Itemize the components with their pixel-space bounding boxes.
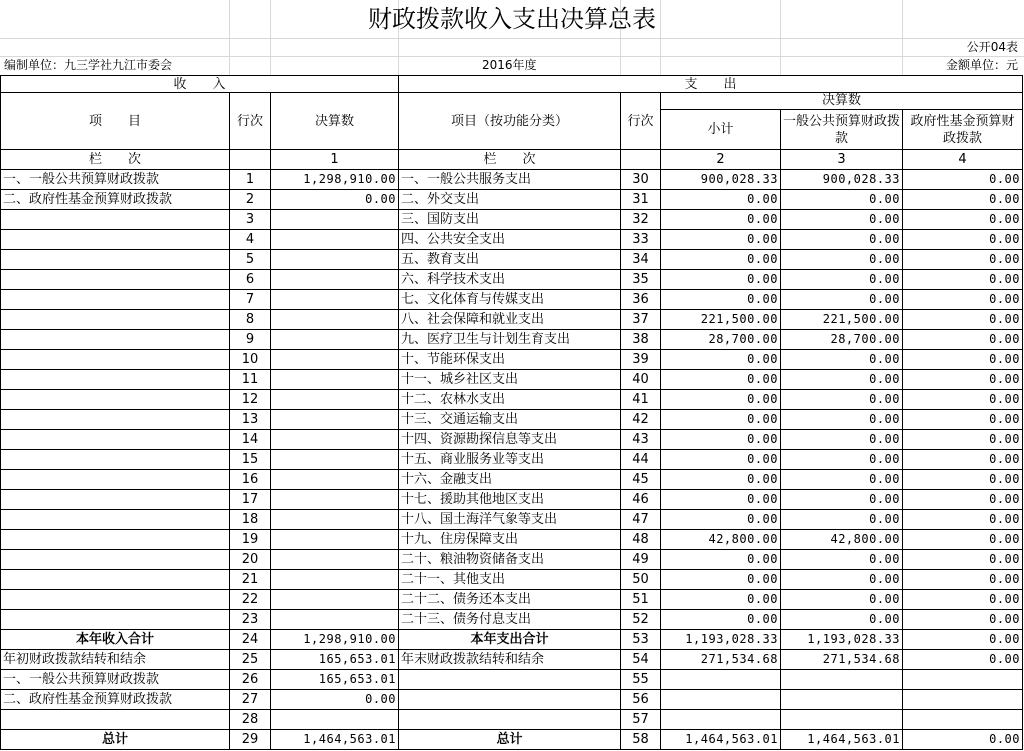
subtotal-header: 小计 <box>661 110 781 150</box>
income-amount <box>271 550 399 570</box>
expense-item: 十六、金融支出 <box>399 470 621 490</box>
income-row-no: 28 <box>230 710 271 730</box>
expense-item: 本年支出合计 <box>399 630 621 650</box>
income-amount-header: 决算数 <box>271 93 399 150</box>
income-amount: 165,653.01 <box>271 670 399 690</box>
form-number: 公开04表 <box>966 40 1018 54</box>
income-row-no: 10 <box>230 350 271 370</box>
expense-fund-budget: 0.00 <box>903 430 1023 450</box>
income-amount <box>271 610 399 630</box>
expense-subtotal: 0.00 <box>661 590 781 610</box>
expense-row-no: 57 <box>621 710 661 730</box>
income-item <box>1 530 230 550</box>
income-row-no: 13 <box>230 410 271 430</box>
expense-general-budget <box>781 710 903 730</box>
income-item <box>1 490 230 510</box>
income-row-no: 29 <box>230 730 271 750</box>
expense-fund-budget: 0.00 <box>903 530 1023 550</box>
column-index-2: 2 <box>661 150 781 170</box>
expense-item: 十五、商业服务业等支出 <box>399 450 621 470</box>
expense-section-header: 支 出 <box>399 76 1023 93</box>
expense-general-budget: 0.00 <box>781 570 903 590</box>
expense-general-budget: 221,500.00 <box>781 310 903 330</box>
expense-general-budget: 0.00 <box>781 430 903 450</box>
expense-subtotal: 271,534.68 <box>661 650 781 670</box>
expense-item: 十二、农林水支出 <box>399 390 621 410</box>
expense-fund-budget: 0.00 <box>903 250 1023 270</box>
table-row <box>1 730 1023 750</box>
fund-budget-header: 政府性基金预算财政拨款 <box>903 110 1023 150</box>
income-amount <box>271 490 399 510</box>
expense-subtotal: 0.00 <box>661 490 781 510</box>
income-amount <box>271 410 399 430</box>
income-row-no: 21 <box>230 570 271 590</box>
expense-general-budget <box>781 690 903 710</box>
expense-item: 十一、城乡社区支出 <box>399 370 621 390</box>
income-amount: 1,298,910.00 <box>271 170 399 190</box>
table-row <box>1 570 1023 590</box>
table-row <box>1 170 1023 190</box>
income-amount: 0.00 <box>271 190 399 210</box>
income-row-no: 12 <box>230 390 271 410</box>
income-amount: 1,464,563.01 <box>271 730 399 750</box>
income-row-no: 5 <box>230 250 271 270</box>
income-item <box>1 550 230 570</box>
expense-fund-budget: 0.00 <box>903 310 1023 330</box>
income-row-no: 1 <box>230 170 271 190</box>
expense-subtotal: 0.00 <box>661 370 781 390</box>
income-amount <box>271 450 399 470</box>
income-row-no: 6 <box>230 270 271 290</box>
income-row-no: 17 <box>230 490 271 510</box>
income-amount <box>271 590 399 610</box>
income-row-no: 2 <box>230 190 271 210</box>
income-item <box>1 330 230 350</box>
expense-general-budget: 28,700.00 <box>781 330 903 350</box>
expense-fund-budget: 0.00 <box>903 450 1023 470</box>
expense-fund-budget <box>903 690 1023 710</box>
income-row-no: 9 <box>230 330 271 350</box>
income-row-no: 20 <box>230 550 271 570</box>
reporting-unit: 编制单位：九三学社九江市委会 <box>4 58 173 72</box>
income-amount <box>271 530 399 550</box>
income-amount <box>271 370 399 390</box>
income-row-no: 4 <box>230 230 271 250</box>
income-row-no: 18 <box>230 510 271 530</box>
expense-item: 一、一般公共服务支出 <box>399 170 621 190</box>
expense-subtotal <box>661 690 781 710</box>
column-index-label: 栏 次 <box>399 150 621 170</box>
expense-item: 三、国防支出 <box>399 210 621 230</box>
income-amount <box>271 330 399 350</box>
expense-fund-budget: 0.00 <box>903 390 1023 410</box>
expense-fund-budget: 0.00 <box>903 510 1023 530</box>
expense-fund-budget: 0.00 <box>903 210 1023 230</box>
table-row <box>1 190 1023 210</box>
income-item <box>1 250 230 270</box>
expense-subtotal: 0.00 <box>661 510 781 530</box>
expense-row-no: 53 <box>621 630 661 650</box>
expense-subtotal: 0.00 <box>661 470 781 490</box>
table-row <box>1 350 1023 370</box>
expense-row-no: 44 <box>621 450 661 470</box>
expense-item-header: 项目（按功能分类） <box>399 93 621 150</box>
expense-item: 二十一、其他支出 <box>399 570 621 590</box>
expense-fund-budget: 0.00 <box>903 370 1023 390</box>
expense-general-budget: 0.00 <box>781 350 903 370</box>
expense-general-budget: 0.00 <box>781 190 903 210</box>
expense-subtotal: 0.00 <box>661 350 781 370</box>
expense-subtotal: 42,800.00 <box>661 530 781 550</box>
expense-row-no: 49 <box>621 550 661 570</box>
expense-subtotal: 0.00 <box>661 270 781 290</box>
expense-subtotal <box>661 710 781 730</box>
income-row-no: 25 <box>230 650 271 670</box>
expense-row-no: 34 <box>621 250 661 270</box>
expense-fund-budget <box>903 710 1023 730</box>
expense-row-no: 30 <box>621 170 661 190</box>
income-row-no: 16 <box>230 470 271 490</box>
income-item <box>1 570 230 590</box>
table-row <box>1 250 1023 270</box>
income-amount <box>271 710 399 730</box>
expense-row-no: 39 <box>621 350 661 370</box>
expense-row-no: 41 <box>621 390 661 410</box>
expense-subtotal: 0.00 <box>661 190 781 210</box>
expense-subtotal: 0.00 <box>661 390 781 410</box>
expense-item: 二十二、债务还本支出 <box>399 590 621 610</box>
expense-item <box>399 690 621 710</box>
income-item: 年初财政拨款结转和结余 <box>1 650 230 670</box>
table-row <box>1 530 1023 550</box>
expense-fund-budget: 0.00 <box>903 590 1023 610</box>
expense-fund-budget: 0.00 <box>903 190 1023 210</box>
income-item: 总计 <box>1 730 230 750</box>
table-row <box>1 590 1023 610</box>
expense-fund-budget: 0.00 <box>903 290 1023 310</box>
expense-row-no: 35 <box>621 270 661 290</box>
expense-row-no: 45 <box>621 470 661 490</box>
income-item: 一、一般公共预算财政拨款 <box>1 170 230 190</box>
income-item <box>1 710 230 730</box>
fiscal-year: 2016年度 <box>482 58 537 72</box>
expense-general-budget: 0.00 <box>781 450 903 470</box>
table-row <box>1 410 1023 430</box>
income-item: 二、政府性基金预算财政拨款 <box>1 190 230 210</box>
expense-row-no: 51 <box>621 590 661 610</box>
expense-item: 年末财政拨款结转和结余 <box>399 650 621 670</box>
expense-row-no: 43 <box>621 430 661 450</box>
income-row-no: 11 <box>230 370 271 390</box>
income-row-no: 3 <box>230 210 271 230</box>
expense-fund-budget: 0.00 <box>903 350 1023 370</box>
expense-general-budget: 0.00 <box>781 590 903 610</box>
table-row <box>1 630 1023 650</box>
income-item <box>1 210 230 230</box>
expense-general-budget: 1,193,028.33 <box>781 630 903 650</box>
column-index-1: 1 <box>271 150 399 170</box>
income-item <box>1 450 230 470</box>
table-row <box>1 450 1023 470</box>
expense-row-no: 48 <box>621 530 661 550</box>
income-amount <box>271 230 399 250</box>
income-amount <box>271 210 399 230</box>
expense-general-budget: 0.00 <box>781 510 903 530</box>
table-row <box>1 650 1023 670</box>
expense-item: 十八、国土海洋气象等支出 <box>399 510 621 530</box>
expense-row-no: 50 <box>621 570 661 590</box>
table-row <box>1 670 1023 690</box>
expense-general-budget: 0.00 <box>781 290 903 310</box>
income-item <box>1 510 230 530</box>
expense-subtotal: 0.00 <box>661 250 781 270</box>
expense-item: 十四、资源勘探信息等支出 <box>399 430 621 450</box>
page-title: 财政拨款收入支出决算总表 <box>368 5 656 33</box>
expense-item: 二十、粮油物资储备支出 <box>399 550 621 570</box>
expense-row-no: 56 <box>621 690 661 710</box>
expense-fund-budget: 0.00 <box>903 650 1023 670</box>
income-amount <box>271 270 399 290</box>
expense-subtotal: 900,028.33 <box>661 170 781 190</box>
income-item: 本年收入合计 <box>1 630 230 650</box>
expense-row-no: 38 <box>621 330 661 350</box>
income-item <box>1 410 230 430</box>
column-index-3: 3 <box>781 150 903 170</box>
expense-row-no: 58 <box>621 730 661 750</box>
expense-subtotal: 0.00 <box>661 410 781 430</box>
table-row <box>1 330 1023 350</box>
expense-fund-budget: 0.00 <box>903 630 1023 650</box>
expense-item: 十、节能环保支出 <box>399 350 621 370</box>
column-index-4: 4 <box>903 150 1023 170</box>
income-item <box>1 470 230 490</box>
expense-item: 七、文化体育与传媒支出 <box>399 290 621 310</box>
expense-general-budget: 0.00 <box>781 370 903 390</box>
income-amount <box>271 250 399 270</box>
income-row-no-header: 行次 <box>230 93 271 150</box>
table-row <box>1 510 1023 530</box>
income-item <box>1 590 230 610</box>
income-item: 二、政府性基金预算财政拨款 <box>1 690 230 710</box>
expense-general-budget: 0.00 <box>781 410 903 430</box>
income-item <box>1 430 230 450</box>
expense-item: 六、科学技术支出 <box>399 270 621 290</box>
table-row <box>1 610 1023 630</box>
income-amount <box>271 350 399 370</box>
table-row <box>1 550 1023 570</box>
expense-fund-budget: 0.00 <box>903 550 1023 570</box>
table-row <box>1 370 1023 390</box>
expense-item: 十七、援助其他地区支出 <box>399 490 621 510</box>
expense-general-budget: 0.00 <box>781 390 903 410</box>
expense-subtotal: 0.00 <box>661 610 781 630</box>
table-row <box>1 270 1023 290</box>
table-row <box>1 230 1023 250</box>
expense-fund-budget: 0.00 <box>903 570 1023 590</box>
expense-general-budget: 0.00 <box>781 270 903 290</box>
income-row-no: 23 <box>230 610 271 630</box>
income-row-no: 27 <box>230 690 271 710</box>
expense-row-no: 42 <box>621 410 661 430</box>
expense-subtotal: 221,500.00 <box>661 310 781 330</box>
income-amount: 1,298,910.00 <box>271 630 399 650</box>
income-row-no: 8 <box>230 310 271 330</box>
income-item <box>1 310 230 330</box>
expense-row-no: 54 <box>621 650 661 670</box>
expense-subtotal: 0.00 <box>661 430 781 450</box>
expense-subtotal: 0.00 <box>661 450 781 470</box>
expense-subtotal: 28,700.00 <box>661 330 781 350</box>
expense-row-no: 32 <box>621 210 661 230</box>
expense-row-no: 46 <box>621 490 661 510</box>
income-row-no: 15 <box>230 450 271 470</box>
income-item-header: 项 目 <box>1 93 230 150</box>
income-item <box>1 270 230 290</box>
income-item <box>1 370 230 390</box>
income-amount <box>271 470 399 490</box>
expense-amount-group-header: 决算数 <box>661 93 1023 110</box>
expense-fund-budget <box>903 670 1023 690</box>
expense-fund-budget: 0.00 <box>903 270 1023 290</box>
expense-fund-budget: 0.00 <box>903 610 1023 630</box>
expense-general-budget: 0.00 <box>781 250 903 270</box>
expense-row-no: 36 <box>621 290 661 310</box>
expense-item: 五、教育支出 <box>399 250 621 270</box>
income-row-no: 24 <box>230 630 271 650</box>
expense-row-no: 33 <box>621 230 661 250</box>
income-row-no: 19 <box>230 530 271 550</box>
expense-fund-budget: 0.00 <box>903 230 1023 250</box>
table-row <box>1 290 1023 310</box>
income-amount <box>271 510 399 530</box>
table-row <box>1 310 1023 330</box>
expense-fund-budget: 0.00 <box>903 490 1023 510</box>
income-row-no: 14 <box>230 430 271 450</box>
budget-summary-table <box>0 75 1023 750</box>
expense-fund-budget: 0.00 <box>903 730 1023 750</box>
table-row <box>1 710 1023 730</box>
expense-item: 九、医疗卫生与计划生育支出 <box>399 330 621 350</box>
expense-general-budget: 271,534.68 <box>781 650 903 670</box>
expense-general-budget: 0.00 <box>781 610 903 630</box>
expense-general-budget: 900,028.33 <box>781 170 903 190</box>
expense-item: 十三、交通运输支出 <box>399 410 621 430</box>
expense-subtotal: 0.00 <box>661 570 781 590</box>
income-item <box>1 350 230 370</box>
expense-fund-budget: 0.00 <box>903 330 1023 350</box>
expense-general-budget: 1,464,563.01 <box>781 730 903 750</box>
expense-item: 八、社会保障和就业支出 <box>399 310 621 330</box>
currency-unit: 金额单位：元 <box>945 58 1018 72</box>
expense-general-budget: 0.00 <box>781 230 903 250</box>
table-row <box>1 210 1023 230</box>
expense-subtotal: 0.00 <box>661 230 781 250</box>
income-item: 一、一般公共预算财政拨款 <box>1 670 230 690</box>
expense-item <box>399 710 621 730</box>
expense-general-budget: 0.00 <box>781 210 903 230</box>
income-item <box>1 290 230 310</box>
income-row-no: 22 <box>230 590 271 610</box>
income-amount <box>271 570 399 590</box>
expense-subtotal: 1,464,563.01 <box>661 730 781 750</box>
expense-row-no: 40 <box>621 370 661 390</box>
income-row-no: 26 <box>230 670 271 690</box>
income-amount <box>271 310 399 330</box>
expense-general-budget: 0.00 <box>781 490 903 510</box>
expense-row-no: 47 <box>621 510 661 530</box>
income-amount <box>271 290 399 310</box>
expense-item: 二十三、债务付息支出 <box>399 610 621 630</box>
expense-subtotal: 0.00 <box>661 290 781 310</box>
income-amount: 165,653.01 <box>271 650 399 670</box>
expense-row-no-header: 行次 <box>621 93 661 150</box>
table-row <box>1 470 1023 490</box>
column-index-label: 栏 次 <box>1 150 230 170</box>
expense-fund-budget: 0.00 <box>903 470 1023 490</box>
expense-item: 十九、住房保障支出 <box>399 530 621 550</box>
expense-row-no: 37 <box>621 310 661 330</box>
expense-fund-budget: 0.00 <box>903 410 1023 430</box>
expense-item: 总计 <box>399 730 621 750</box>
income-row-no: 7 <box>230 290 271 310</box>
table-row <box>1 390 1023 410</box>
income-amount: 0.00 <box>271 690 399 710</box>
expense-subtotal: 0.00 <box>661 550 781 570</box>
income-item <box>1 610 230 630</box>
expense-item <box>399 670 621 690</box>
table-row <box>1 690 1023 710</box>
expense-item: 四、公共安全支出 <box>399 230 621 250</box>
expense-row-no: 31 <box>621 190 661 210</box>
expense-fund-budget: 0.00 <box>903 170 1023 190</box>
expense-subtotal <box>661 670 781 690</box>
income-amount <box>271 430 399 450</box>
expense-subtotal: 1,193,028.33 <box>661 630 781 650</box>
income-item <box>1 390 230 410</box>
expense-row-no: 55 <box>621 670 661 690</box>
expense-general-budget: 0.00 <box>781 470 903 490</box>
table-row <box>1 430 1023 450</box>
general-budget-header: 一般公共预算财政拨款 <box>781 110 903 150</box>
expense-item: 二、外交支出 <box>399 190 621 210</box>
expense-general-budget: 42,800.00 <box>781 530 903 550</box>
expense-general-budget: 0.00 <box>781 550 903 570</box>
expense-subtotal: 0.00 <box>661 210 781 230</box>
expense-row-no: 52 <box>621 610 661 630</box>
table-row <box>1 490 1023 510</box>
income-amount <box>271 390 399 410</box>
expense-general-budget <box>781 670 903 690</box>
income-item <box>1 230 230 250</box>
income-section-header: 收 入 <box>1 76 399 93</box>
